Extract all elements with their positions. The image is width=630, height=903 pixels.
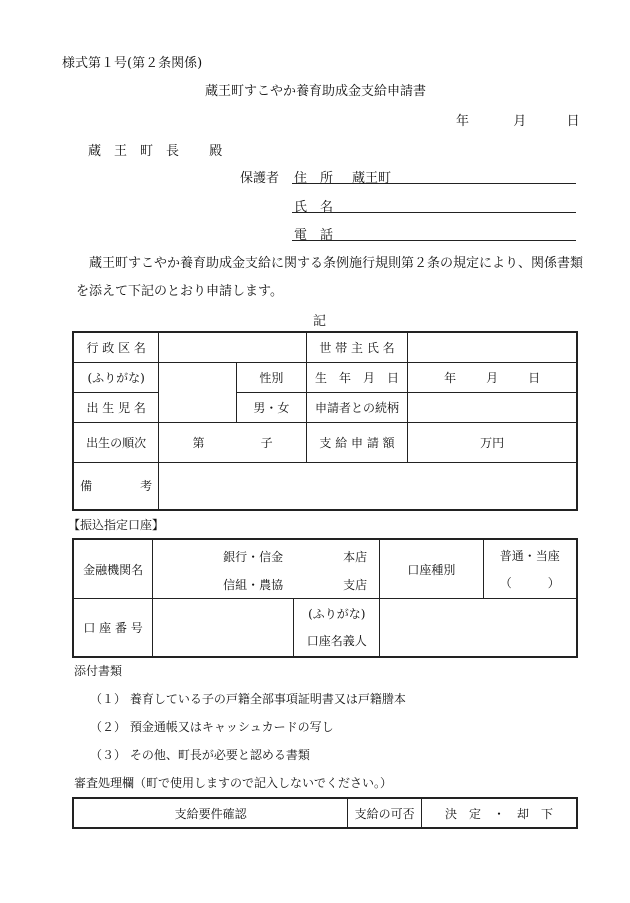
birth-date-field[interactable] bbox=[408, 362, 577, 392]
birth-order-label: 出生の順次 bbox=[73, 422, 159, 462]
holder-label: 口座名義人 bbox=[306, 634, 367, 649]
relation-label: 申請者との続柄 bbox=[306, 392, 408, 422]
holder-furigana: (ふりがな) bbox=[308, 607, 366, 622]
addressee-honorific: 殿 bbox=[209, 144, 223, 159]
relation-field[interactable] bbox=[408, 392, 577, 422]
account-number-label: 口 座 番 号 bbox=[73, 599, 153, 657]
amount-field[interactable] bbox=[408, 422, 577, 462]
bank-type-2: 信組・農協 bbox=[223, 578, 284, 592]
date-year: 年 bbox=[456, 114, 470, 129]
address-underline bbox=[292, 183, 576, 184]
attachment-item: （１） 養育している子の戸籍全部事項証明書又は戸籍謄本 bbox=[90, 692, 406, 706]
order-prefix: 第 bbox=[192, 435, 205, 450]
ki-label: 記 bbox=[313, 314, 327, 329]
birth-order-field[interactable] bbox=[159, 422, 306, 462]
sex-options[interactable]: 男・女 bbox=[236, 392, 306, 422]
order-suffix: 子 bbox=[260, 435, 273, 450]
birth-day: 日 bbox=[528, 370, 541, 385]
page-title: 蔵王町すこやか養育助成金支給申請書 bbox=[205, 84, 427, 99]
bank-heading: 【振込指定口座】 bbox=[68, 518, 165, 532]
furigana-label: (ふりがな) bbox=[73, 362, 159, 392]
branch-sub: 支店 bbox=[343, 578, 368, 592]
branch-main: 本店 bbox=[343, 550, 368, 564]
account-type-field[interactable] bbox=[483, 539, 577, 599]
birth-year: 年 bbox=[444, 370, 457, 385]
household-head-label: 世 帯 主 氏 名 bbox=[306, 332, 408, 362]
phone-label: 電 話 bbox=[294, 228, 334, 243]
guardian-role: 保護者 bbox=[240, 171, 280, 186]
application-table bbox=[72, 331, 578, 511]
district-field[interactable] bbox=[159, 332, 306, 362]
bank-table bbox=[72, 538, 578, 658]
remarks-field[interactable] bbox=[159, 462, 577, 510]
account-number-field[interactable] bbox=[153, 599, 294, 657]
date-month: 月 bbox=[513, 114, 527, 129]
review-heading: 審査処理欄（町で使用しますので記入しないでください。） bbox=[74, 776, 393, 790]
child-name-field[interactable] bbox=[159, 362, 237, 422]
name-label: 氏 名 bbox=[294, 200, 334, 215]
requirement-check-cell: 支給要件確認 bbox=[73, 798, 348, 828]
name-field[interactable] bbox=[292, 212, 576, 213]
remarks-label: 備 考 bbox=[73, 462, 159, 510]
account-type-paren: （ ） bbox=[499, 576, 560, 590]
bank-type-1: 銀行・信金 bbox=[223, 550, 284, 564]
household-head-field[interactable] bbox=[408, 332, 577, 362]
child-name-label: 出 生 児 名 bbox=[73, 392, 159, 422]
amount-label: 支 給 申 請 額 bbox=[306, 422, 408, 462]
body-text: 蔵王町すこやか養育助成金支給に関する条例施行規則第２条の規定により、関係書類を添えて下記のとおり申請します。 bbox=[76, 256, 584, 299]
address-label: 住 所 bbox=[294, 171, 334, 186]
decision-options[interactable]: 決 定 ・ 却 下 bbox=[421, 798, 577, 828]
phone-field[interactable] bbox=[292, 240, 576, 241]
review-table bbox=[72, 797, 578, 829]
sex-label: 性別 bbox=[236, 362, 306, 392]
attachment-item: （３） その他、町長が必要と認める書類 bbox=[90, 748, 310, 762]
birth-month: 月 bbox=[486, 370, 499, 385]
institution-field[interactable] bbox=[153, 539, 380, 599]
account-type-label: 口座種別 bbox=[380, 539, 484, 599]
holder-field[interactable] bbox=[380, 599, 577, 657]
date-day: 日 bbox=[566, 114, 580, 129]
date-line bbox=[456, 110, 580, 129]
institution-label: 金融機関名 bbox=[73, 539, 153, 599]
amount-unit: 万円 bbox=[480, 435, 505, 450]
decision-label: 支給の可否 bbox=[348, 798, 422, 828]
attachments-heading: 添付書類 bbox=[74, 664, 123, 678]
addressee-name: 蔵 王 町 長 bbox=[88, 144, 180, 159]
address-value[interactable]: 蔵王町 bbox=[352, 171, 392, 186]
addressee bbox=[88, 140, 222, 159]
form-id: 様式第１号(第２条関係) bbox=[62, 56, 203, 71]
account-type-options: 普通・当座 bbox=[499, 549, 560, 563]
attachment-item: （２） 預金通帳又はキャッシュカードの写し bbox=[90, 720, 334, 734]
holder-label-cell bbox=[294, 599, 380, 657]
birth-date-label: 生 年 月 日 bbox=[306, 362, 408, 392]
district-label: 行 政 区 名 bbox=[73, 332, 159, 362]
